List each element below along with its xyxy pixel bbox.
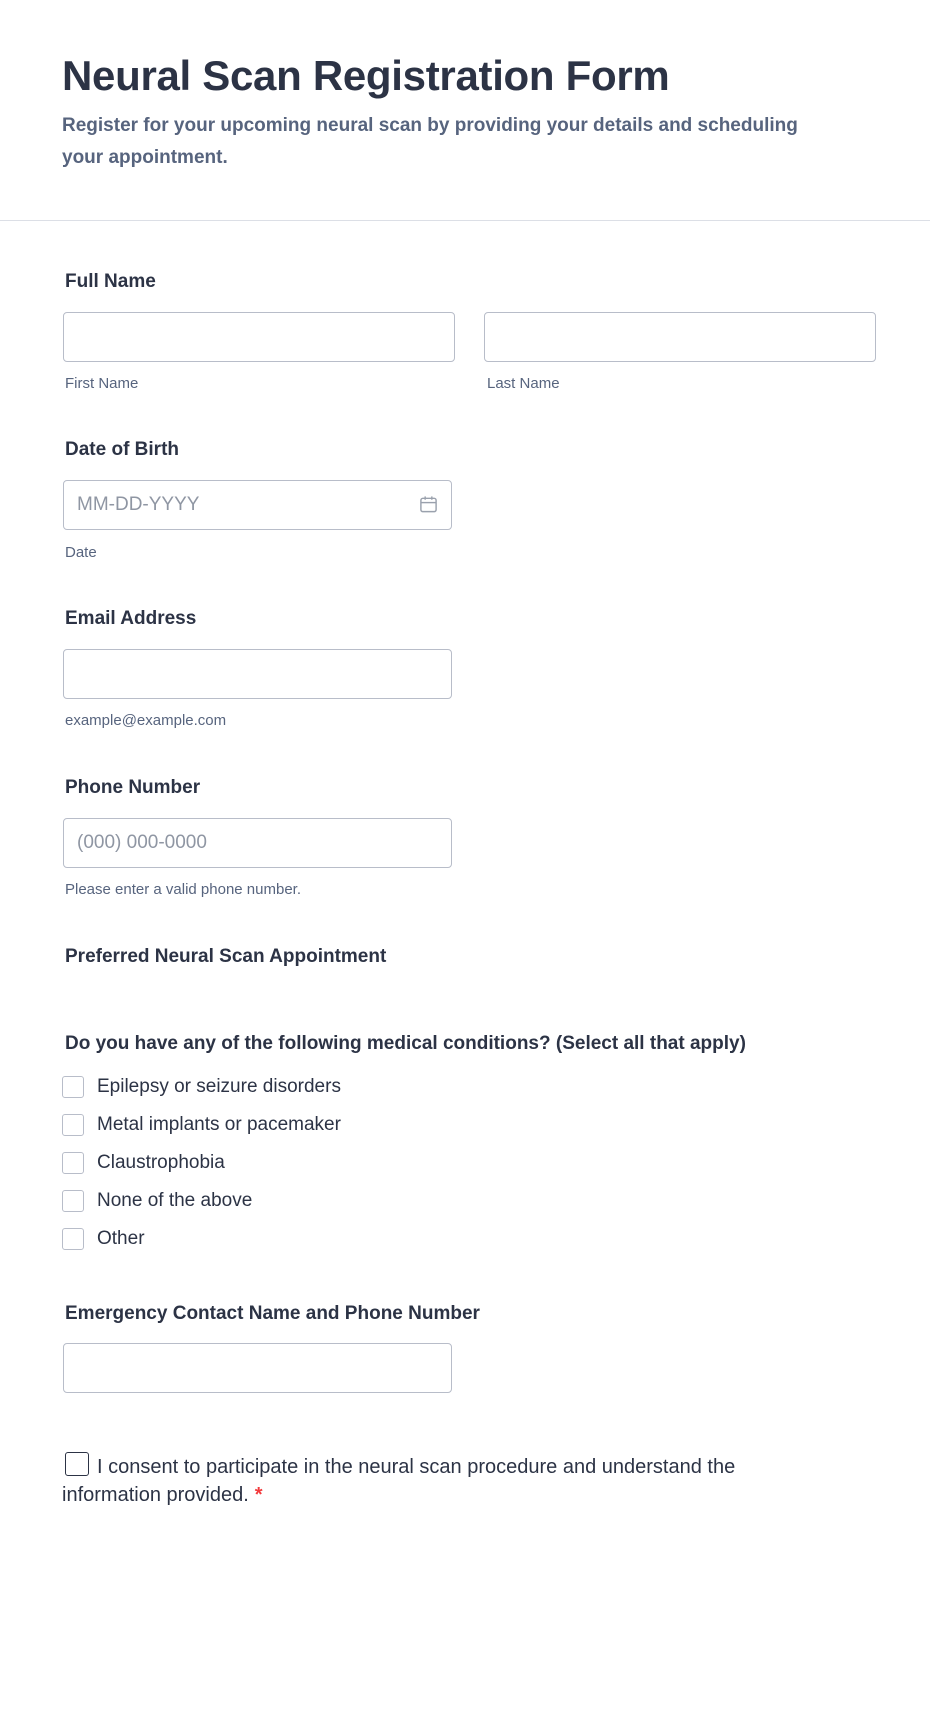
condition-option-label: None of the above xyxy=(97,1190,253,1211)
condition-option-label: Epilepsy or seizure disorders xyxy=(97,1076,341,1097)
condition-option-claustrophobia[interactable] xyxy=(62,1150,225,1176)
condition-option-epilepsy[interactable] xyxy=(62,1074,341,1100)
phone-sublabel: Please enter a valid phone number. xyxy=(65,881,301,898)
email-input[interactable] xyxy=(63,649,452,699)
email-label: Email Address xyxy=(65,608,197,629)
required-mark: * xyxy=(254,1484,263,1506)
checkbox[interactable] xyxy=(62,1228,84,1250)
date-picker xyxy=(63,480,452,530)
page-title: Neural Scan Registration Form xyxy=(62,52,670,99)
calendar-icon[interactable] xyxy=(419,495,438,514)
consent-checkbox[interactable] xyxy=(65,1452,89,1476)
first-name-input[interactable] xyxy=(63,312,455,362)
phone-input[interactable] xyxy=(63,818,452,868)
first-name-sublabel: First Name xyxy=(65,375,139,392)
condition-option-label: Claustrophobia xyxy=(97,1152,225,1173)
condition-option-label: Metal implants or pacemaker xyxy=(97,1114,341,1135)
conditions-label: Do you have any of the following medical conditions? (Select all that apply) xyxy=(65,1033,746,1054)
condition-option-other[interactable] xyxy=(62,1226,145,1252)
email-sublabel: example@example.com xyxy=(65,712,227,729)
emergency-contact-input[interactable] xyxy=(63,1343,452,1393)
checkbox[interactable] xyxy=(62,1190,84,1212)
condition-option-metal-implants[interactable] xyxy=(62,1112,341,1138)
checkbox[interactable] xyxy=(62,1076,84,1098)
checkbox[interactable] xyxy=(62,1114,84,1136)
checkbox[interactable] xyxy=(62,1152,84,1174)
appointment-label: Preferred Neural Scan Appointment xyxy=(65,946,387,967)
page-subtitle: Register for your upcoming neural scan by providing your details and scheduling your appointment. xyxy=(62,115,798,168)
condition-option-none[interactable] xyxy=(62,1188,252,1214)
date-of-birth-input[interactable] xyxy=(63,480,452,530)
consent-field xyxy=(62,1452,822,1509)
last-name-input[interactable] xyxy=(484,312,876,362)
date-sublabel: Date xyxy=(65,544,97,561)
emergency-contact-label: Emergency Contact Name and Phone Number xyxy=(65,1303,480,1324)
consent-text: I consent to participate in the neural scan procedure and understand the information provided. xyxy=(62,1456,736,1506)
full-name-label: Full Name xyxy=(65,271,156,292)
phone-label: Phone Number xyxy=(65,777,201,798)
condition-option-label: Other xyxy=(97,1228,145,1249)
date-of-birth-label: Date of Birth xyxy=(65,439,179,460)
last-name-sublabel: Last Name xyxy=(487,375,560,392)
form-header xyxy=(0,0,930,221)
